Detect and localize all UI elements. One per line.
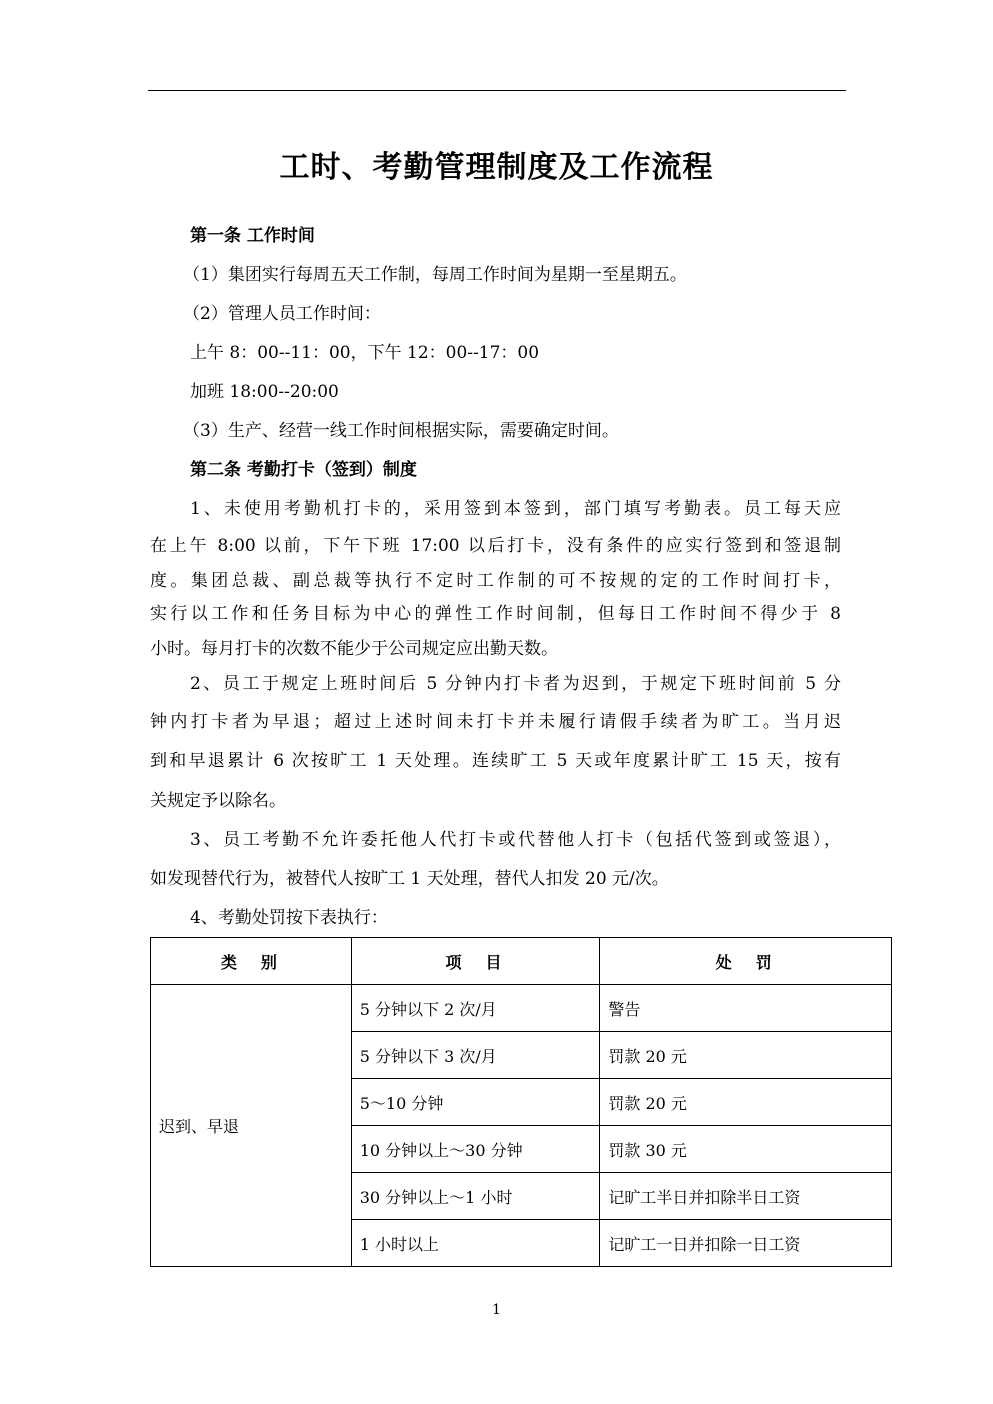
article2-para3-line: 3、员工考勤不允许委托他人代打卡或代替他人打卡（包括代签到或签退），: [190, 830, 841, 850]
article2-para3-line: 如发现替代行为，被替代人按旷工 1 天处理，替代人扣发 20 元/次。: [150, 869, 669, 889]
document-title: 工时、考勤管理制度及工作流程: [279, 150, 714, 185]
article2-para4: 4、考勤处罚按下表执行：: [190, 908, 388, 928]
penalty-cell: 记旷工半日并扣除半日工资: [600, 1173, 892, 1220]
article2-para1-line: 小时。每月打卡的次数不能少于公司规定应出勤天数。: [150, 639, 558, 659]
article2-para1-line: 在上午 8:00 以前，下午下班 17:00 以后打卡，没有条件的应实行签到和签退制: [150, 536, 841, 556]
header-penalty: 处 罚: [600, 938, 892, 985]
item-cell: 10 分钟以上～30 分钟: [351, 1126, 600, 1173]
penalty-table: [150, 937, 892, 1267]
article2-para1-line: 实行以工作和任务目标为中心的弹性工作时间制，但每日工作时间不得少于 8: [150, 604, 841, 624]
category-cell: 迟到、早退: [151, 985, 352, 1267]
table-row: [151, 985, 892, 1032]
penalty-cell: 罚款 20 元: [600, 1032, 892, 1079]
article2-para2-line: 钟内打卡者为早退；超过上述时间未打卡并未履行请假手续者为旷工。当月迟: [150, 712, 841, 732]
article2-para2-line: 关规定予以除名。: [150, 791, 286, 811]
header-rule: [148, 90, 846, 91]
table-header-row: [151, 938, 892, 985]
page-number: 1: [492, 1302, 501, 1318]
article1-item: （2）管理人员工作时间：: [183, 304, 381, 324]
item-cell: 5 分钟以下 2 次/月: [351, 985, 600, 1032]
article2-para2-line: 2、员工于规定上班时间后 5 分钟内打卡者为迟到，于规定下班时间前 5 分: [190, 674, 841, 694]
article1-item: 加班 18:00--20:00: [190, 382, 339, 402]
item-cell: 5 分钟以下 3 次/月: [351, 1032, 600, 1079]
article2-para1-line: 度。集团总裁、副总裁等执行不定时工作制的可不按规的定的工作时间打卡，: [150, 571, 841, 591]
item-cell: 1 小时以上: [351, 1220, 600, 1267]
header-category: 类 别: [151, 938, 352, 985]
article1-heading: 第一条 工作时间: [190, 226, 315, 246]
item-cell: 5～10 分钟: [351, 1079, 600, 1126]
article1-item: 上午 8：00--11：00，下午 12：00--17：00: [190, 343, 540, 363]
penalty-cell: 罚款 30 元: [600, 1126, 892, 1173]
article1-item: （3）生产、经营一线工作时间根据实际，需要确定时间。: [183, 421, 619, 441]
penalty-cell: 记旷工一日并扣除一日工资: [600, 1220, 892, 1267]
article2-heading: 第二条 考勤打卡（签到）制度: [190, 460, 417, 480]
article1-item: （1）集团实行每周五天工作制，每周工作时间为星期一至星期五。: [183, 265, 687, 285]
article2-para2-line: 到和早退累计 6 次按旷工 1 天处理。连续旷工 5 天或年度累计旷工 15 天，按有: [150, 751, 841, 771]
penalty-cell: 警告: [600, 985, 892, 1032]
article2-para1-line: 1、未使用考勤机打卡的，采用签到本签到，部门填写考勤表。员工每天应: [190, 499, 841, 519]
penalty-cell: 罚款 20 元: [600, 1079, 892, 1126]
item-cell: 30 分钟以上～1 小时: [351, 1173, 600, 1220]
header-item: 项 目: [351, 938, 600, 985]
